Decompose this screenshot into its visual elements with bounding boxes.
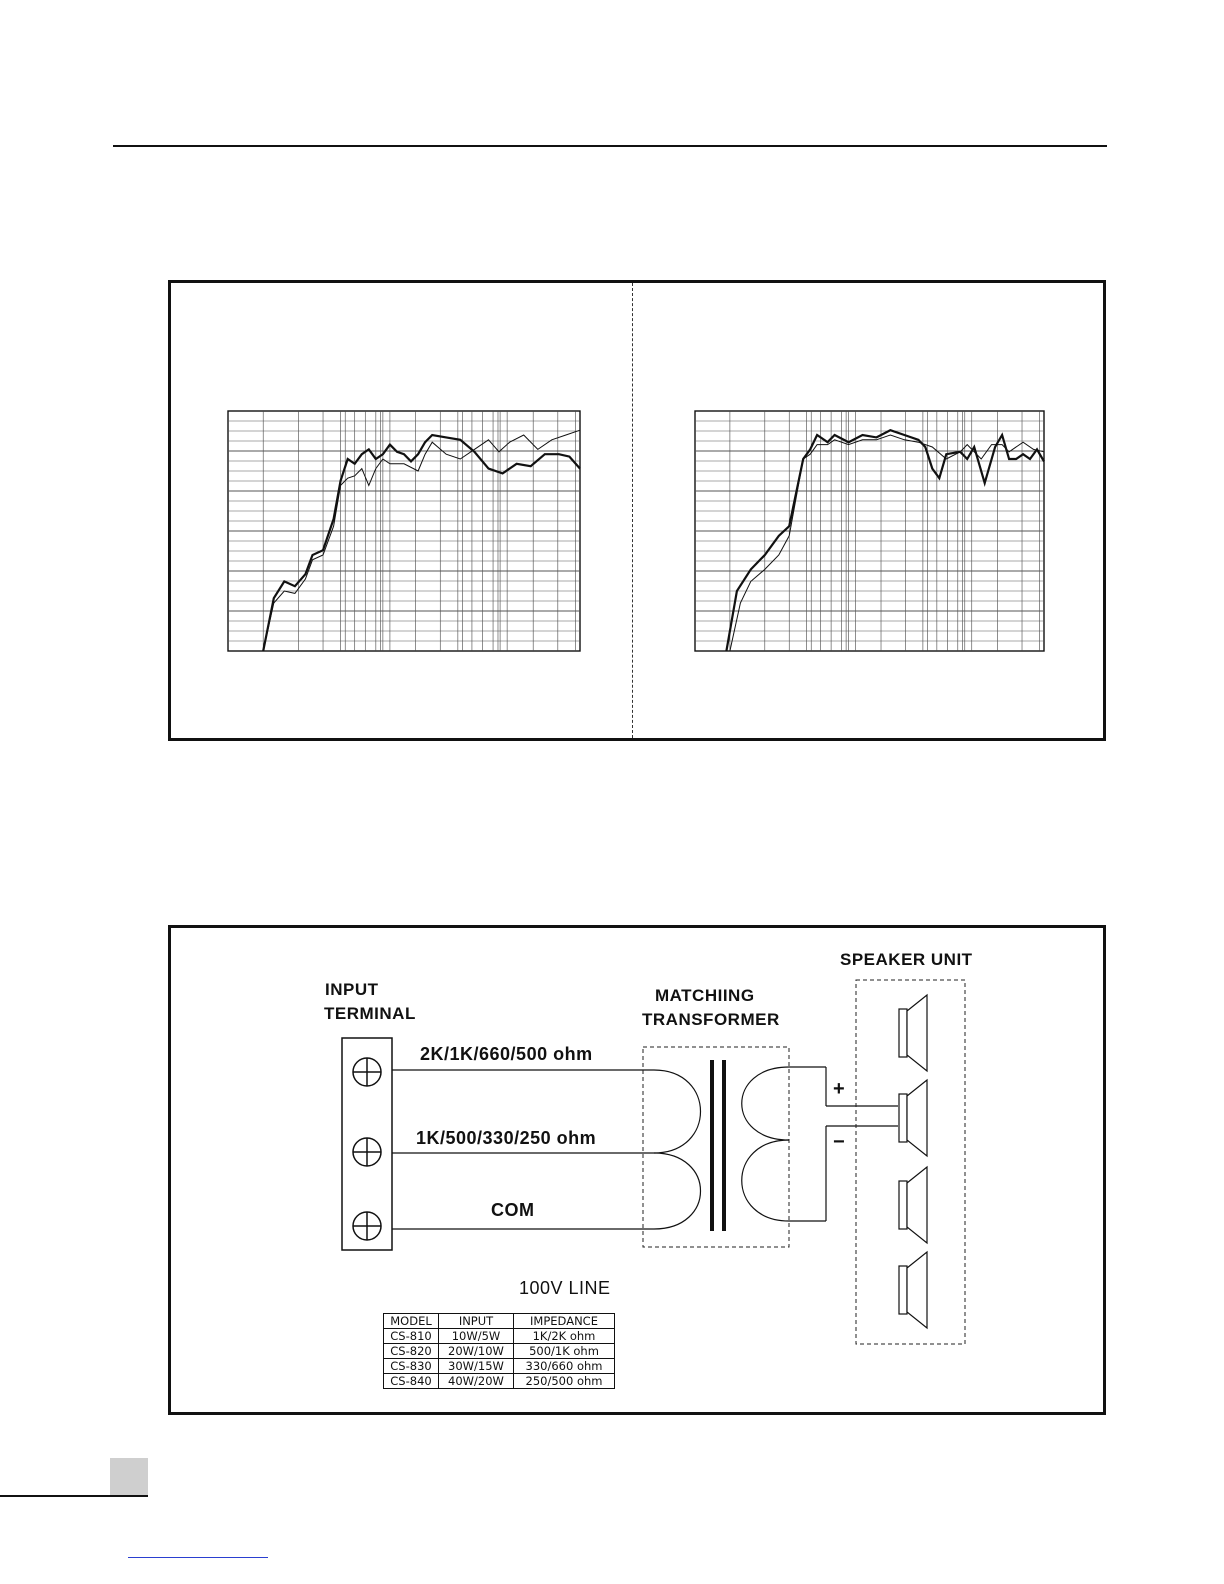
cell-impedance: 500/1K ohm: [514, 1344, 615, 1359]
wiring-diagram: [171, 928, 1103, 1412]
page-number-tab: [110, 1458, 148, 1496]
speaker-magnet: [899, 1009, 907, 1057]
table-row: [384, 1374, 615, 1389]
table-row: [384, 1329, 615, 1344]
speaker-icon: [899, 1080, 927, 1156]
minus-sign: −: [833, 1131, 846, 1153]
cell-input: 30W/15W: [439, 1359, 514, 1374]
response-curve-thick: [726, 430, 1044, 651]
speaker-icon: [899, 995, 927, 1071]
input-terminal-label-2: TERMINAL: [324, 1004, 416, 1023]
cell-model: CS-820: [384, 1344, 439, 1359]
cell-impedance: 1K/2K ohm: [514, 1329, 615, 1344]
speaker-magnet: [899, 1181, 907, 1229]
plus-sign: +: [833, 1078, 846, 1100]
primary-winding: [654, 1070, 701, 1229]
speaker-icon: [899, 1167, 927, 1243]
cell-impedance: 330/660 ohm: [514, 1359, 615, 1374]
model-table-header: [384, 1314, 615, 1329]
header-model: MODEL: [384, 1314, 439, 1329]
cell-input: 40W/20W: [439, 1374, 514, 1389]
speaker-magnet: [899, 1266, 907, 1314]
frequency-chart-right: [695, 411, 1044, 651]
table-row: [384, 1344, 615, 1359]
table-row: [384, 1359, 615, 1374]
wiring-diagram-panel: [168, 925, 1106, 1415]
cell-impedance: 250/500 ohm: [514, 1374, 615, 1389]
tap-label-com: COM: [491, 1200, 535, 1220]
footer-link-underline[interactable]: [128, 1557, 268, 1558]
frequency-chart-left: [228, 411, 580, 651]
cell-model: CS-840: [384, 1374, 439, 1389]
model-table: [383, 1313, 615, 1389]
header-input: INPUT: [439, 1314, 514, 1329]
cell-input: 20W/10W: [439, 1344, 514, 1359]
speaker-unit-label: SPEAKER UNIT: [840, 950, 973, 969]
line-voltage-label: 100V LINE: [519, 1278, 611, 1298]
speaker-cone: [907, 1252, 927, 1328]
speaker-cone: [907, 1167, 927, 1243]
speaker-cone: [907, 995, 927, 1071]
header-rule: [113, 145, 1107, 147]
response-curve-thin: [730, 435, 1044, 651]
transformer-label: MATCHIING: [655, 986, 755, 1005]
frequency-response-panel: [168, 280, 1106, 741]
cell-model: CS-830: [384, 1359, 439, 1374]
tap-label-2: 1K/500/330/250 ohm: [416, 1128, 597, 1148]
response-curve-thick: [263, 435, 580, 651]
terminal-screw-3: [353, 1212, 381, 1240]
cell-model: CS-810: [384, 1329, 439, 1344]
speaker-magnet: [899, 1094, 907, 1142]
header-impedance: IMPEDANCE: [514, 1314, 615, 1329]
secondary-winding: [742, 1067, 898, 1221]
cell-input: 10W/5W: [439, 1329, 514, 1344]
transformer-label-2: TRANSFORMER: [642, 1010, 780, 1029]
input-terminal-label: INPUT: [325, 980, 379, 999]
terminal-screw-2: [353, 1138, 381, 1166]
footer-rule: [0, 1495, 148, 1497]
tap-label-1: 2K/1K/660/500 ohm: [420, 1044, 593, 1064]
frequency-response-charts: [171, 283, 1103, 738]
speaker-icon: [899, 1252, 927, 1328]
speaker-cone: [907, 1080, 927, 1156]
terminal-screw-1: [353, 1058, 381, 1086]
